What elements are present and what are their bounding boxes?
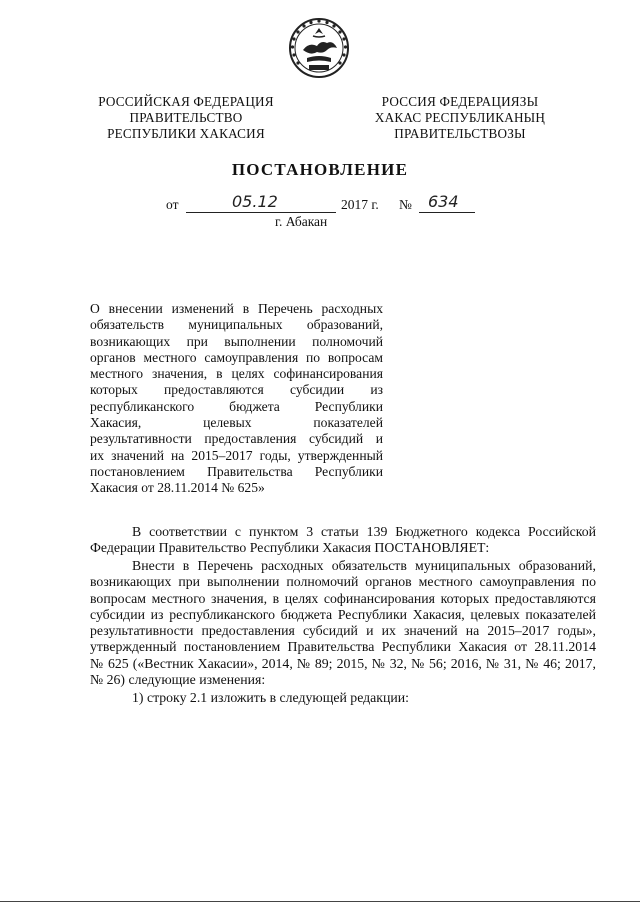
subject-line: постановлением Правительства Республики [90, 463, 383, 479]
body-line: субсидии из республиканского бюджета Республики Хакасия, целевых показателей [90, 606, 596, 622]
header-right-line-1: РОССИЯ ФЕДЕРАЦИЯЗЫ [381, 94, 539, 109]
number-underline [419, 212, 475, 213]
city-label: г. Абакан [275, 214, 328, 229]
header-left-line-2: ПРАВИТЕЛЬСТВО [129, 110, 243, 125]
body-line: вопросам местного значения, в целях софинансирования которых предоставляются [90, 590, 596, 606]
page-edge-divider [0, 901, 640, 902]
body-line: Федерации Правительство Республики Хакасия ПОСТАНОВЛЯЕТ: [90, 540, 490, 556]
paragraph-main [90, 558, 596, 688]
subject-line: органов местного самоуправления по вопросам [90, 349, 383, 365]
subject-line: республиканского бюджета Республики [90, 398, 383, 414]
header-right-line-3: ПРАВИТЕЛЬСТВОЗЫ [394, 126, 526, 141]
body-line: В соответствии с пунктом 3 статьи 139 Бюджетного кодекса Российской [132, 524, 596, 539]
body-line: Внести в Перечень расходных обязательств муниципальных образований, [132, 558, 596, 573]
header-right-block [360, 94, 560, 142]
subject-line: которых предоставляются субсидии из [90, 382, 383, 398]
body-line: № 625 («Вестник Хакасии», 2014, № 89; 2015, № 32, № 56; 2016, № 31, № 46; 2017, [90, 655, 596, 671]
subject-block [90, 301, 383, 497]
subject-line: Хакасия от 28.11.2014 № 625» [90, 480, 265, 496]
body-line: утвержденный постановлением Правительства Республики Хакасия от 28.11.2014 [90, 639, 596, 655]
header-left-line-1: РОССИЙСКАЯ ФЕДЕРАЦИЯ [98, 94, 274, 109]
body-line: возникающих при выполнении полномочий органов местного самоуправления по [90, 574, 596, 590]
header-left-block [86, 94, 286, 142]
number-label: № [399, 197, 412, 212]
subject-line: О внесении изменений в Перечень расходных [90, 301, 383, 316]
subject-line: обязательств муниципальных образований, [90, 317, 383, 333]
subject-line: их значений на 2015–2017 годы, утвержденный [90, 447, 383, 463]
date-from-label: от [166, 197, 179, 212]
list-item-1 [90, 690, 596, 706]
header-left-line-3: РЕСПУБЛИКИ ХАКАСИЯ [107, 126, 265, 141]
header-right-line-2: ХАКАС РЕСПУБЛИКАНЫҢ [374, 110, 546, 125]
handwritten-date: 05.12 [232, 192, 278, 211]
body-line: результативности предоставления субсидий и их значений на 2015–2017 годы», [90, 623, 596, 639]
subject-line: Хакасия, целевых показателей [90, 415, 383, 431]
document-title: ПОСТАНОВЛЕНИЕ [231, 160, 409, 179]
paragraph-preamble [90, 524, 596, 557]
subject-line: возникающих при выполнении полномочий [90, 333, 383, 349]
body-line: 1) строку 2.1 изложить в следующей редакции: [132, 690, 409, 705]
subject-line: результативности предоставления субсидий и [90, 431, 383, 447]
year-label: 2017 г. [341, 197, 379, 212]
coat-of-arms-icon [287, 16, 351, 80]
date-underline [186, 212, 336, 213]
subject-line: местного значения, в целях софинансирования [90, 366, 383, 382]
handwritten-number: 634 [428, 192, 459, 211]
coat-of-arms-emblem [287, 16, 351, 80]
body-line: № 26) следующие изменения: [90, 672, 266, 688]
